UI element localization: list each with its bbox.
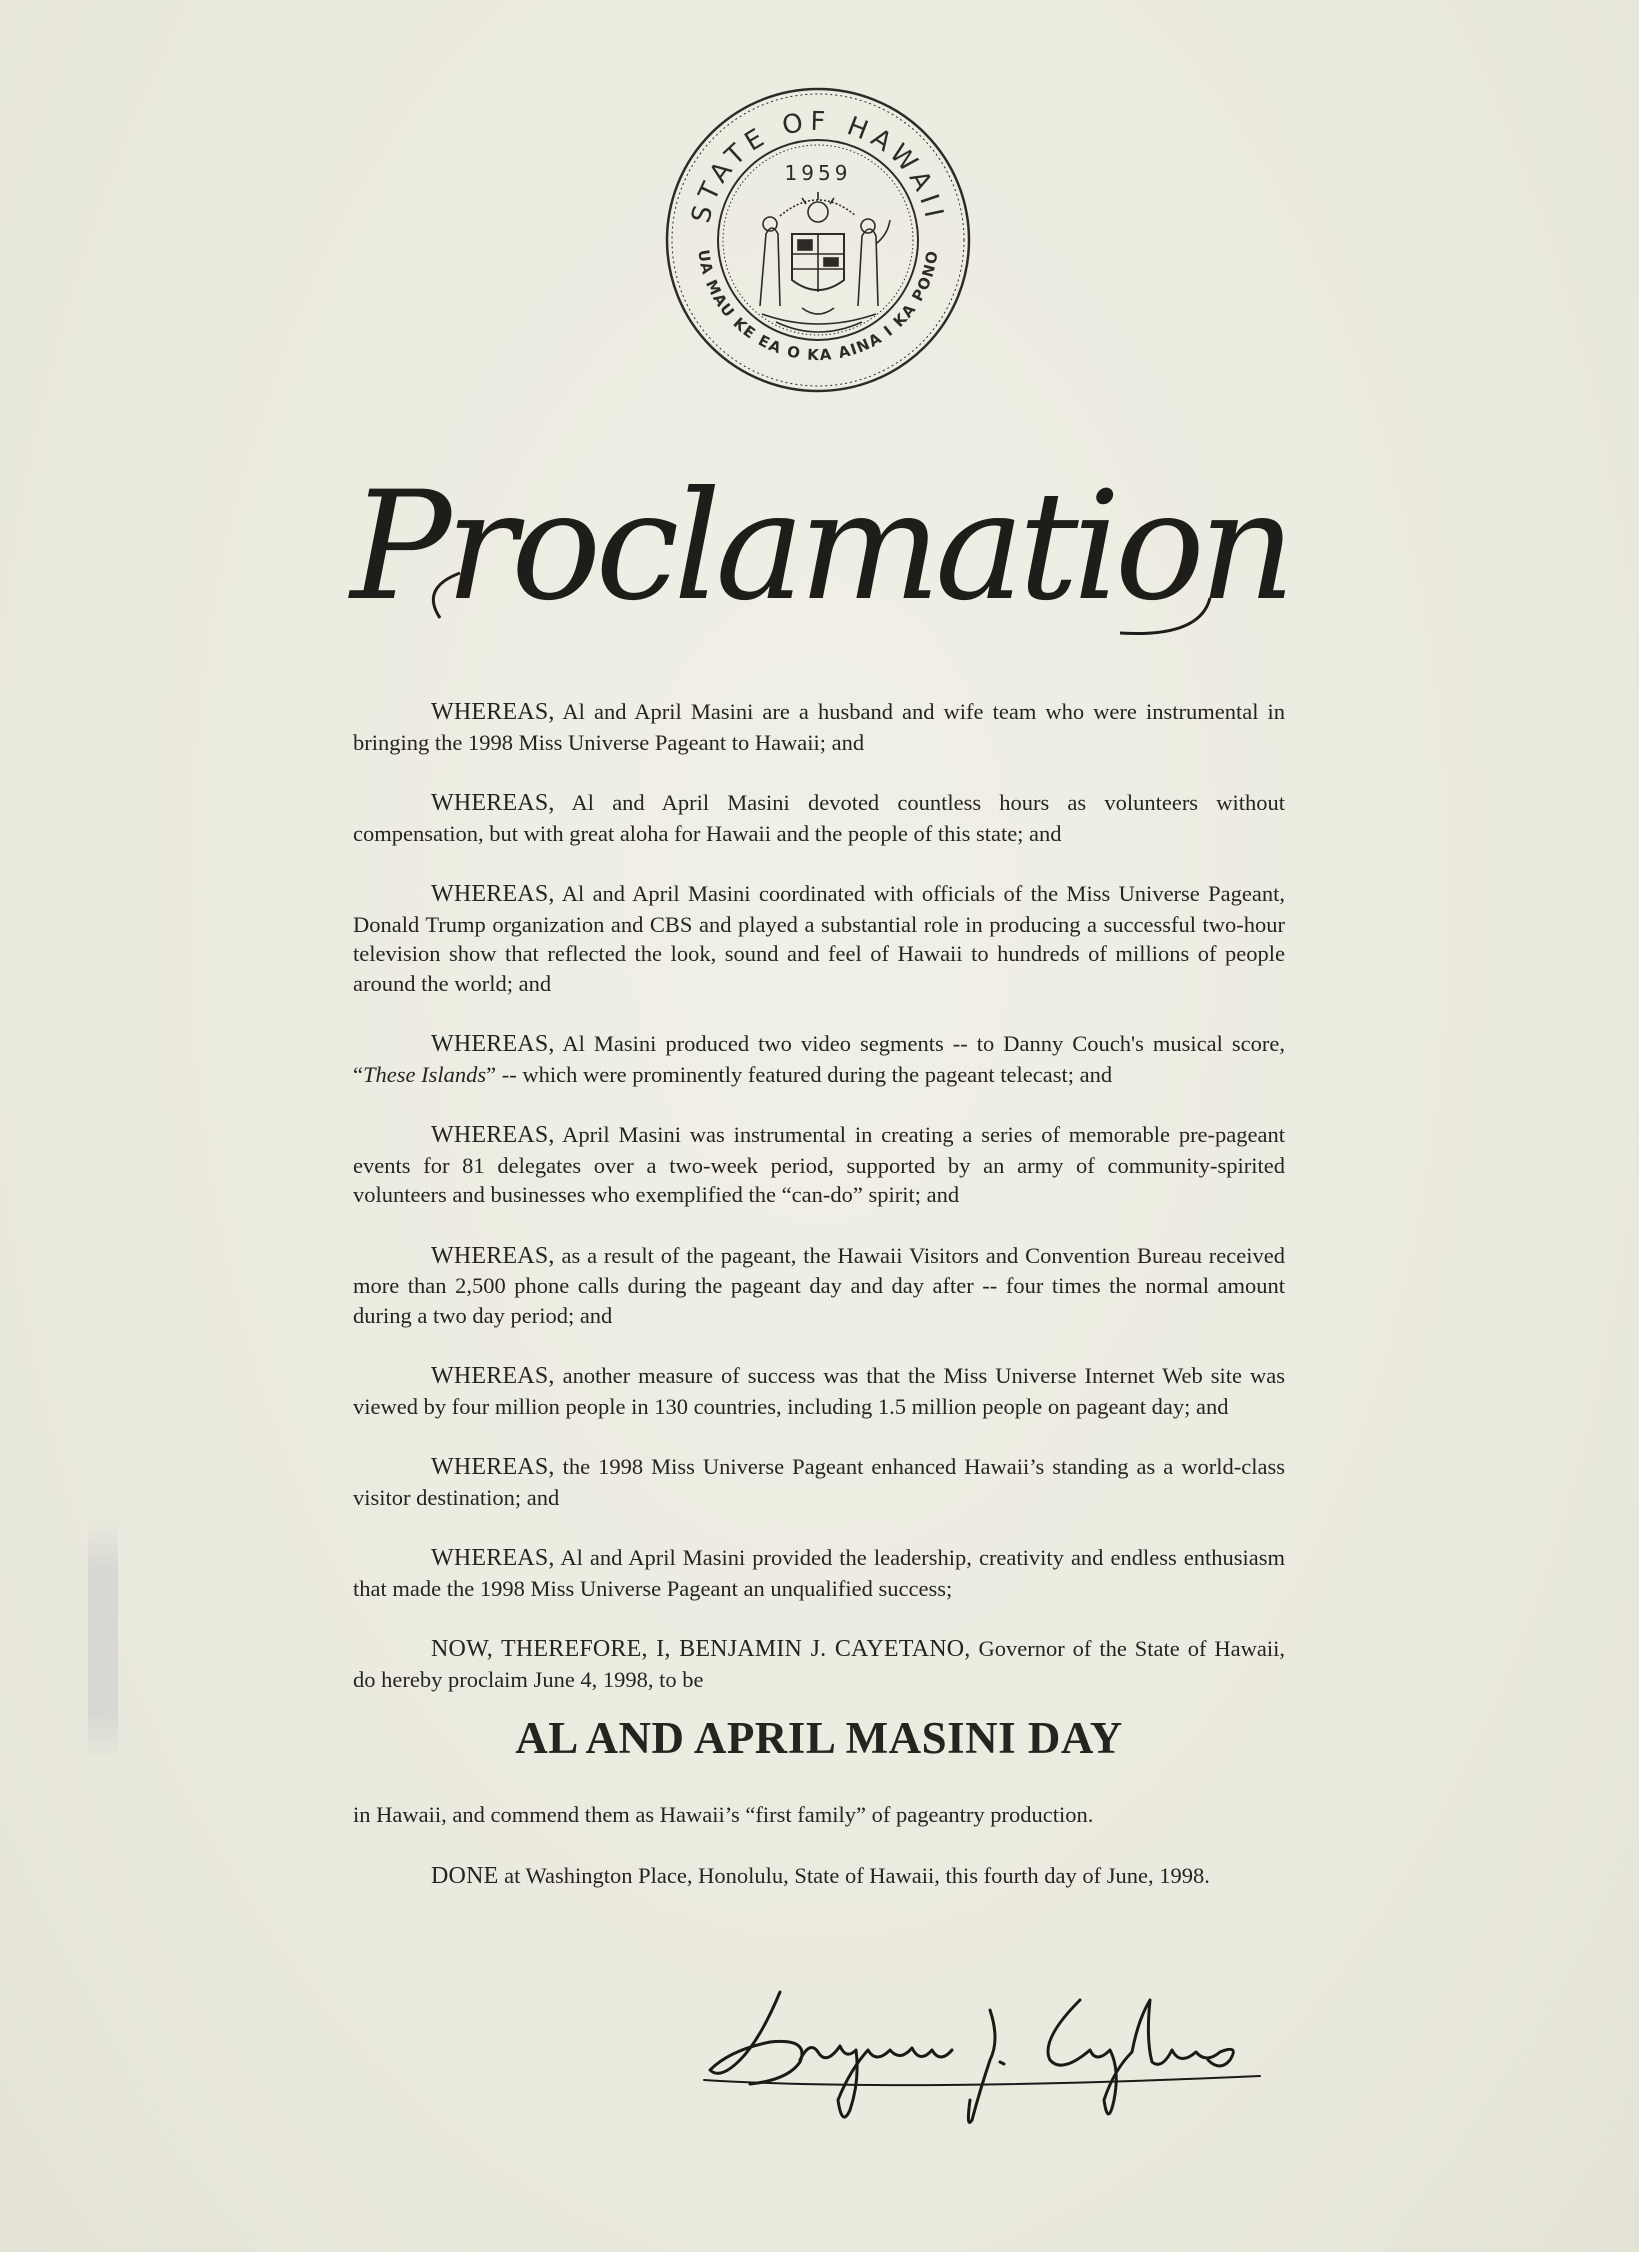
done-paragraph bbox=[353, 1861, 1285, 1892]
paragraph-lead: DONE bbox=[431, 1862, 499, 1889]
paragraph-lead: WHEREAS, bbox=[431, 1031, 555, 1057]
whereas-paragraph-5 bbox=[353, 1120, 1285, 1210]
proclamation-body bbox=[353, 697, 1285, 1922]
paragraph-text: ” -- which were prominently featured during the pageant telecast; and bbox=[486, 1061, 1113, 1087]
paragraph-text: the 1998 Miss Universe Pageant enhanced Hawaii’s standing as a world-class visitor destination; and bbox=[353, 1454, 1285, 1510]
paragraph-lead: WHEREAS, bbox=[431, 1545, 555, 1571]
whereas-paragraph-9 bbox=[353, 1543, 1285, 1603]
paragraph-lead: WHEREAS, bbox=[431, 1454, 555, 1480]
paragraph-text: as a result of the pageant, the Hawaii Visitors and Convention Bureau received more than 2,500 phone calls during the pageant day and day after -- four times the normal amount during a two day period; and bbox=[353, 1242, 1285, 1328]
seal-year: 1959 bbox=[784, 161, 852, 185]
paragraph-text: Governor of the State of Hawaii, do hereby proclaim June 4, 1998, to be bbox=[353, 1636, 1285, 1692]
whereas-paragraph-2 bbox=[353, 788, 1285, 848]
proclamation-title bbox=[350, 448, 1290, 648]
song-title: These Islands bbox=[363, 1061, 487, 1087]
seal-motto: UA MAU KE EA O KA AINA I KA PONO bbox=[694, 248, 942, 365]
paragraph-text: Al Masini produced two video segments -- to Danny Couch's musical score, “ bbox=[353, 1031, 1285, 1087]
whereas-paragraph-3 bbox=[353, 879, 1285, 998]
title-text: Proclamation bbox=[350, 460, 1290, 634]
whereas-paragraph-1 bbox=[353, 697, 1285, 757]
state-seal-icon bbox=[662, 84, 974, 396]
paragraph-lead: WHEREAS, bbox=[431, 1242, 555, 1269]
paragraph-text: April Masini was instrumental in creating a series of memorable pre-pageant events for 81 delegates over a two-week period, supported by an army of community-spirited volunteers and businesses who exemplified the “can-do” spirit; and bbox=[353, 1122, 1285, 1207]
paragraph-lead: WHEREAS, bbox=[431, 699, 555, 725]
whereas-paragraph-6 bbox=[353, 1241, 1285, 1331]
proclaimed-day-heading: AL AND APRIL MASINI DAY bbox=[515, 1713, 1123, 1763]
paragraph-lead: WHEREAS, bbox=[431, 881, 555, 907]
paragraph-lead: WHEREAS, bbox=[431, 790, 555, 816]
whereas-paragraph-8 bbox=[353, 1452, 1285, 1512]
paragraph-text: Al and April Masini coordinated with officials of the Miss Universe Pageant, Donald Trump organization and CBS and played a substantial role in producing a successful two-hour television show that reflected the look, sound and feel of Hawaii to hundreds of millions of people around the world; and bbox=[353, 881, 1285, 996]
paragraph-text: Al and April Masini provided the leadership, creativity and endless enthusiasm that made the 1998 Miss Universe Pageant an unqualified success; bbox=[353, 1545, 1285, 1601]
paragraph-text: another measure of success was that the Miss Universe Internet Web site was viewed by four million people in 130 countries, including 1.5 million people on pageant day; and bbox=[353, 1363, 1285, 1419]
margin-stain bbox=[88, 1520, 118, 1760]
governor-signature bbox=[700, 1980, 1280, 2130]
paragraph-text: Al and April Masini devoted countless hours as volunteers without compensation, but with great aloha for Hawaii and the people of this state; and bbox=[353, 790, 1285, 846]
paragraph-text: at Washington Place, Honolulu, State of Hawaii, this fourth day of June, 1998. bbox=[498, 1862, 1210, 1888]
paragraph-lead: WHEREAS, bbox=[431, 1363, 555, 1389]
whereas-paragraph-4 bbox=[353, 1029, 1285, 1089]
paragraph-text: Al and April Masini are a husband and wife team who were instrumental in bringing the 1998 Miss Universe Pageant to Hawaii; and bbox=[353, 699, 1285, 755]
therefore-paragraph bbox=[353, 1634, 1285, 1694]
paragraph-lead: WHEREAS, bbox=[431, 1122, 555, 1148]
paragraph-lead: NOW, THEREFORE, I, BENJAMIN J. CAYETANO, bbox=[431, 1636, 971, 1662]
seal-outer-text: STATE OF HAWAII bbox=[686, 106, 950, 226]
commendation-paragraph: in Hawaii, and commend them as Hawaii’s “first family” of pageantry production. bbox=[353, 1802, 1094, 1827]
whereas-paragraph-7 bbox=[353, 1361, 1285, 1421]
